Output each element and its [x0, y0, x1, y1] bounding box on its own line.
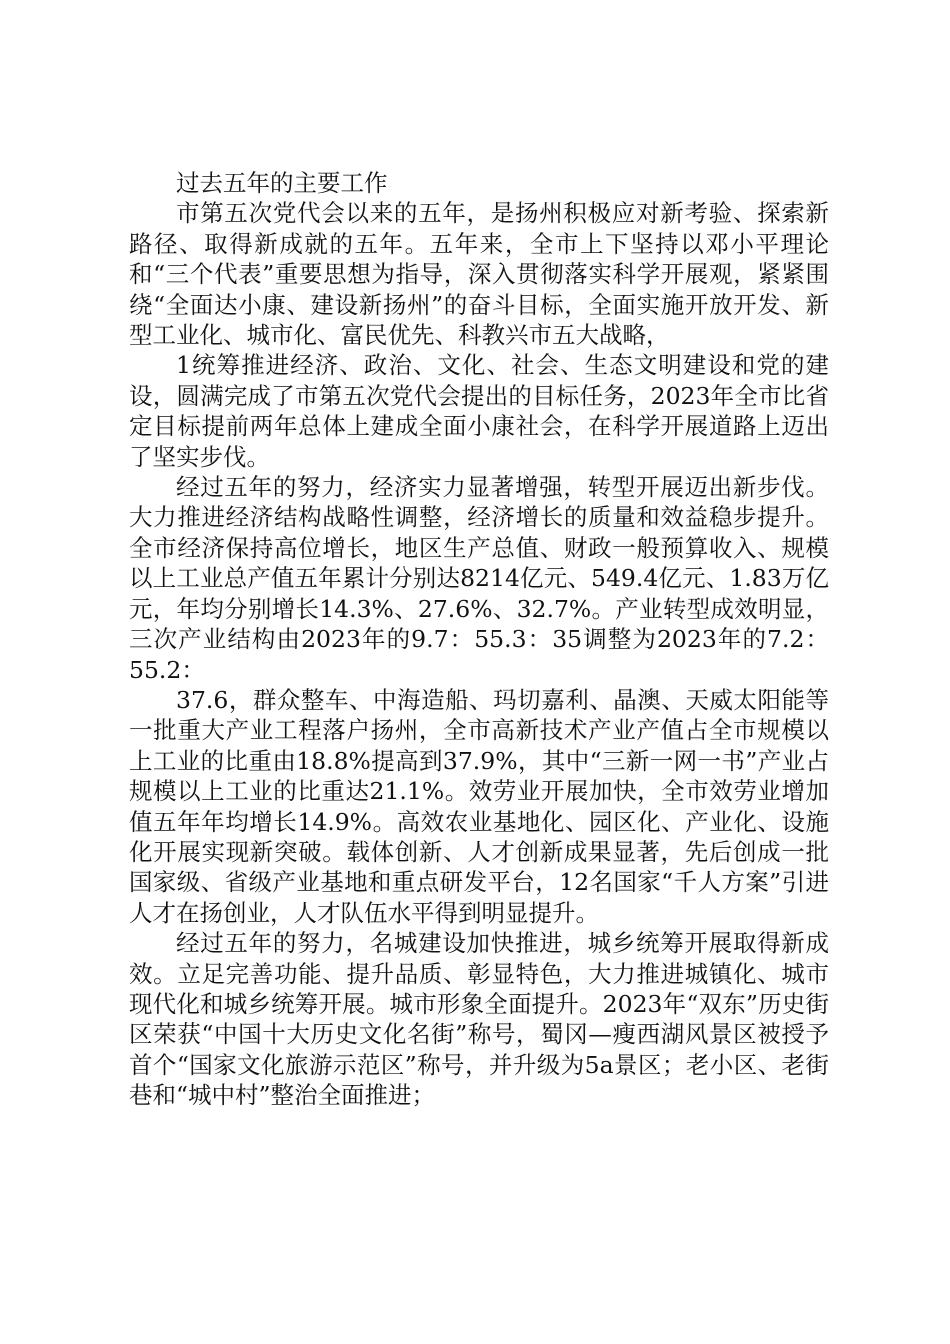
- paragraph: 经过五年的努力，经济实力显著增强，转型开展迈出新步伐。大力推进经济结构战略性调整，经济增长的质量和效益稳步提升。全市经济保持高位增长，地区生产总值、财政一般预算收入、规模以上工业总产值五年累计分别达8214亿元、549.4亿元、1.83万亿元，年均分别增长14.3%、27.6%、32.7%。产业转型成效明显，三次产业结构由2023年的9.7：55.3：35调整为2023年的7.2：55.2：: [129, 473, 829, 684]
- document-body: [129, 168, 829, 1111]
- paragraph: 1统筹推进经济、政治、文化、社会、生态文明建设和党的建设，圆满完成了市第五次党代会提出的目标任务，2023年全市比省定目标提前两年总体上建成全面小康社会，在科学开展道路上迈出了坚实步伐。: [129, 351, 829, 471]
- section-heading: 过去五年的主要工作: [176, 169, 388, 197]
- paragraph: 37.6，群众整车、中海造船、玛切嘉利、晶澳、天威太阳能等一批重大产业工程落户扬州，全市高新技术产业产值占全市规模以上工业的比重由18.8%提高到37.9%，其中“三新一网一书”产业占规模以上工业的比重达21.1%。效劳业开展加快，全市效劳业增加值五年年均增长14.9%。高效农业基地化、园区化、产业化、设施化开展实现新突破。载体创新、人才创新成果显著，先后创成一批国家级、省级产业基地和重点研发平台，12名国家“千人方案”引进人才在扬创业，人才队伍水平得到明显提升。: [129, 685, 829, 927]
- paragraph: 经过五年的努力，名城建设加快推进，城乡统筹开展取得新成效。立足完善功能、提升品质、彰显特色，大力推进城镇化、城市现代化和城乡统筹开展。城市形象全面提升。2023年“双东”历史街区荣获“中国十大历史文化名街”称号，蜀冈—瘦西湖风景区被授予首个“国家文化旅游示范区”称号，并升级为5a景区；老小区、老街巷和“城中村”整治全面推进；: [129, 929, 829, 1110]
- paragraph: 市第五次党代会以来的五年，是扬州积极应对新考验、探索新路径、取得新成就的五年。五年来，全市上下坚持以邓小平理论和“三个代表”重要思想为指导，深入贯彻落实科学开展观，紧紧围绕“全面达小康、建设新扬州”的奋斗目标，全面实施开放开发、新型工业化、城市化、富民优先、科教兴市五大战略，: [129, 199, 829, 350]
